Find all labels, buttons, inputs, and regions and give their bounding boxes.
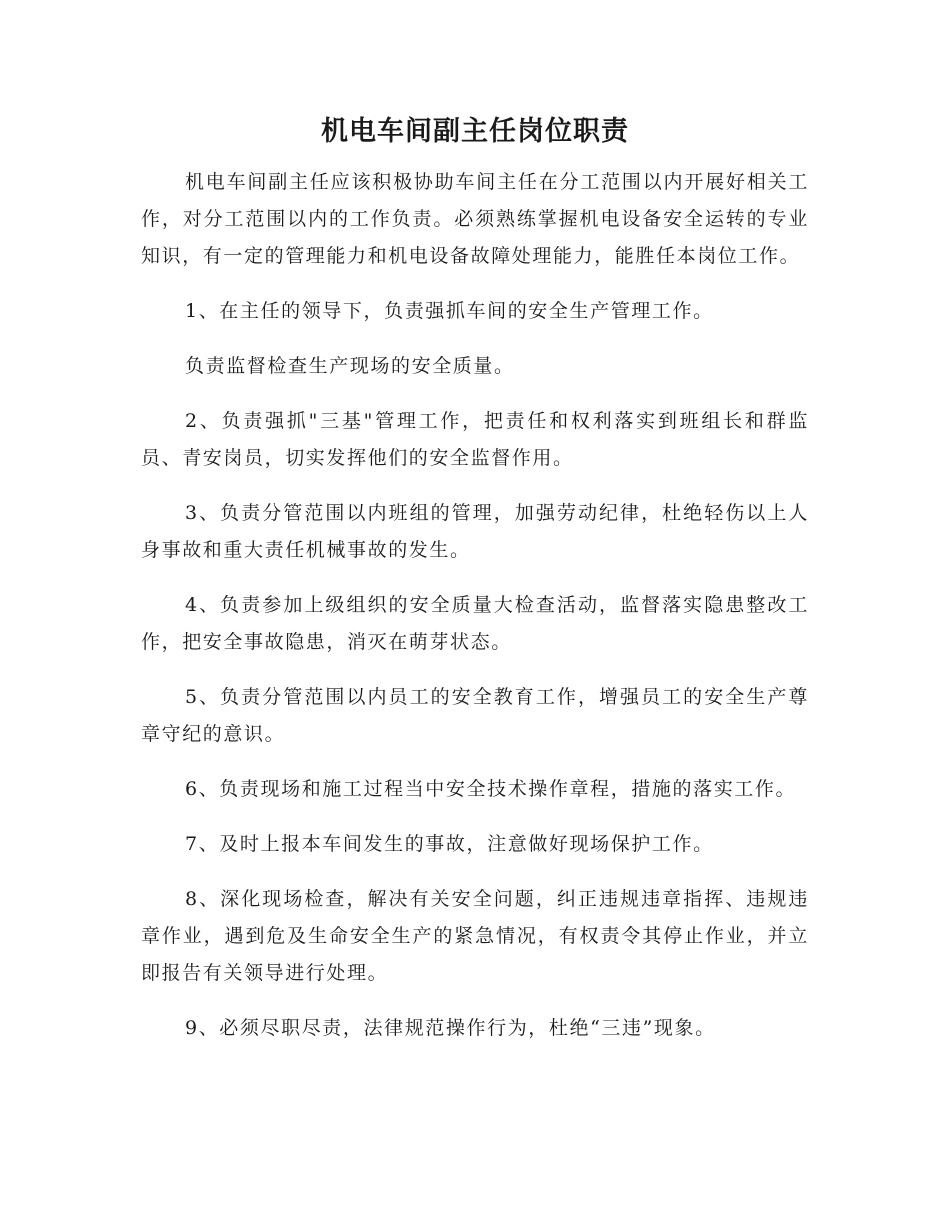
paragraph-item-6: 6、负责现场和施工过程当中安全技术操作章程，措施的落实工作。 [185, 778, 797, 800]
paragraph-item-5: 5、负责分管范围以内员工的安全教育工作，增强员工的安全生产尊章守纪的意识。 [141, 686, 809, 745]
paragraph-item-7: 7、及时上报本车间发生的事故，注意做好现场保护工作。 [185, 833, 714, 855]
paragraph-item-3: 3、负责分管范围以内班组的管理，加强劳动纪律，杜绝轻伤以上人身事故和重大责任机械事故的发生。 [141, 502, 809, 561]
paragraph-item-2: 2、负责强抓"三基"管理工作，把责任和权利落实到班组长和群监员、青安岗员，切实发挥他们的安全监督作用。 [141, 410, 809, 469]
paragraph-item-9: 9、必须尽职尽责，法律规范操作行为，杜绝“三违”现象。 [185, 1017, 716, 1039]
paragraph-item-1: 1、在主任的领导下，负责强抓车间的安全生产管理工作。 [185, 300, 714, 322]
document-body [141, 164, 809, 1065]
paragraph-item-4: 4、负责参加上级组织的安全质量大检查活动，监督落实隐患整改工作，把安全事故隐患，消灭在萌芽状态。 [141, 594, 809, 653]
paragraph-intro: 机电车间副主任应该积极协助车间主任在分工范围以内开展好相关工作，对分工范围以内的工作负责。必须熟练掌握机电设备安全运转的专业知识，有一定的管理能力和机电设备故障处理能力，能胜任本岗位工作。 [141, 171, 809, 267]
paragraph-item-8: 8、深化现场检查，解决有关安全问题，纠正违规违章指挥、违规违章作业，遇到危及生命安全生产的紧急情况，有权责令其停止作业，并立即报告有关领导进行处理。 [141, 888, 809, 984]
document-title: 机电车间副主任岗位职责 [321, 116, 629, 147]
paragraph-item-1-sub: 负责监督检查生产现场的安全质量。 [185, 355, 515, 377]
